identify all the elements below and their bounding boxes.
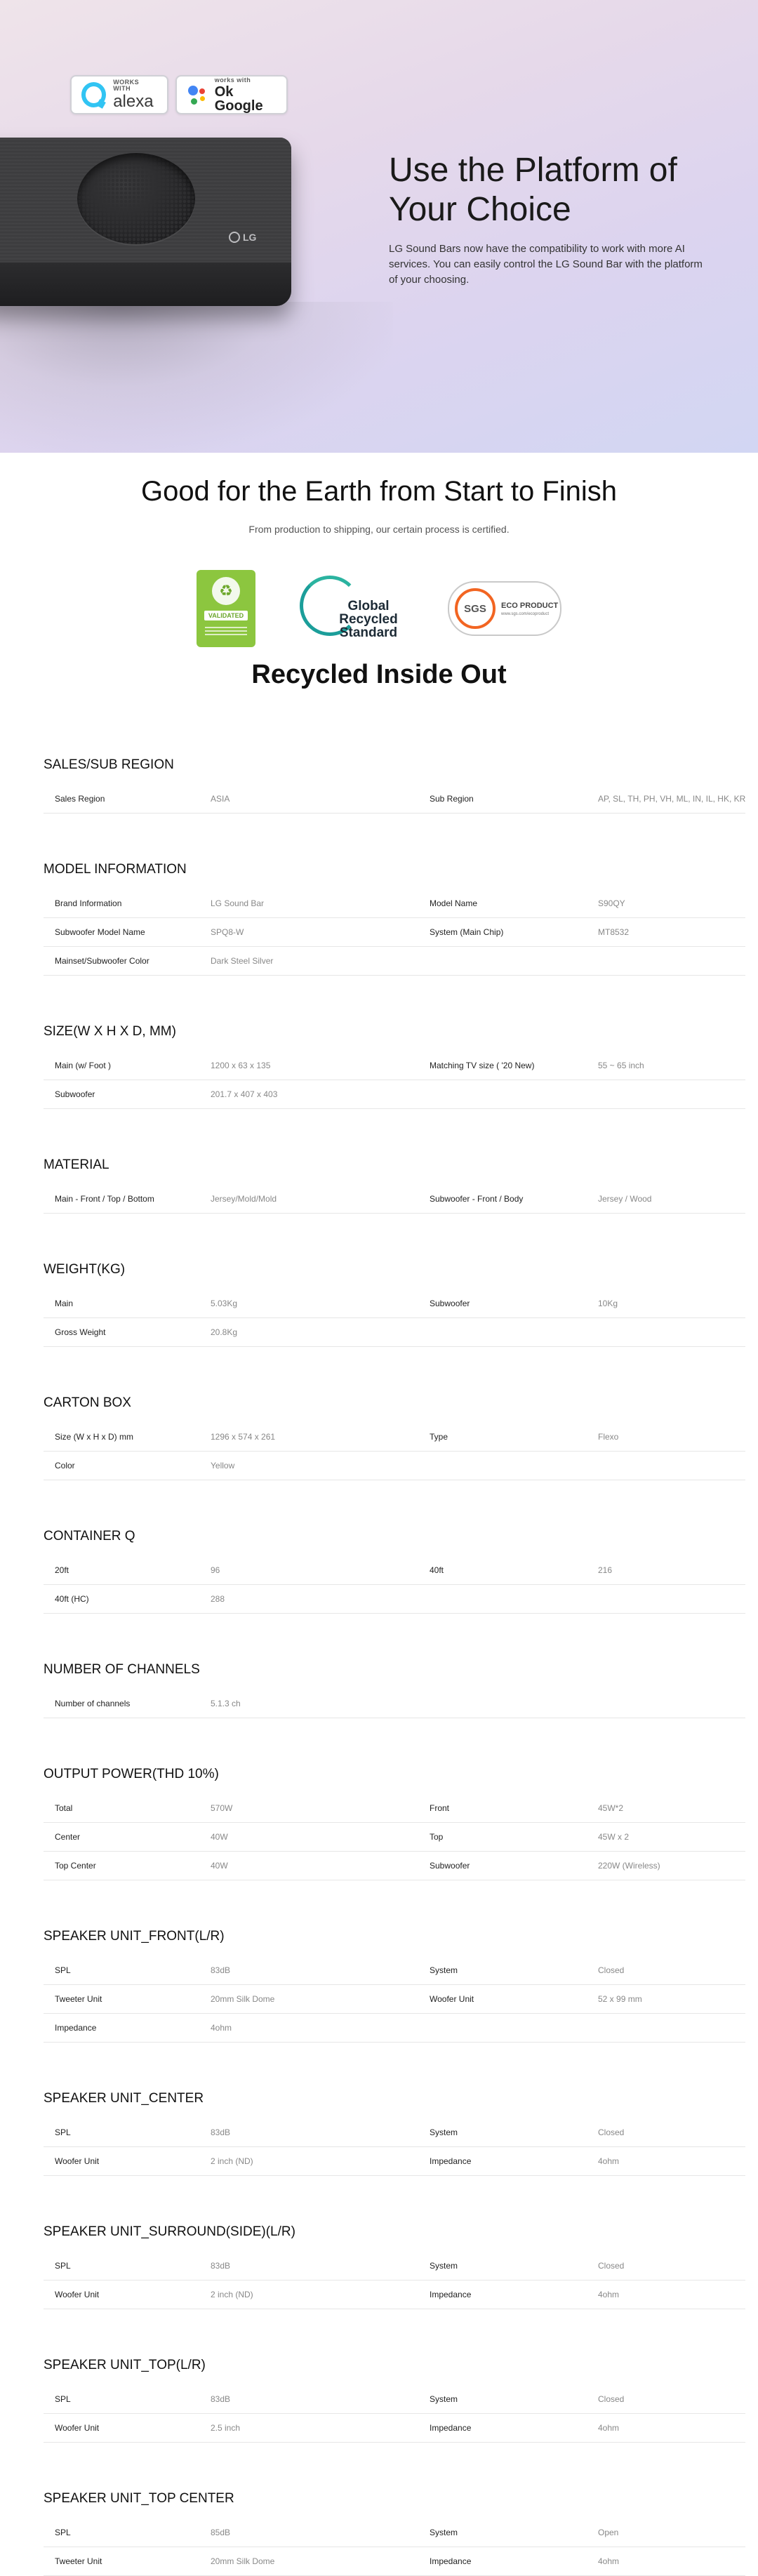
- spec-label: Impedance: [430, 2423, 472, 2433]
- spec-label: Main: [55, 1299, 74, 1308]
- spec-label: Impedance: [430, 2556, 472, 2566]
- spec-label: Front: [430, 1803, 450, 1813]
- earth-section-subtitle: From production to shipping, our certain process is certified.: [248, 524, 510, 535]
- spec-value: Closed: [598, 1965, 625, 1975]
- spec-row: [44, 2414, 745, 2443]
- spec-section: [44, 1765, 745, 1880]
- spec-label: System: [430, 2528, 458, 2537]
- spec-section-title: SPEAKER UNIT_TOP(L/R): [44, 2358, 206, 2372]
- spec-value: 4ohm: [211, 2023, 232, 2033]
- spec-label: Brand Information: [55, 898, 122, 908]
- spec-section: [44, 2356, 745, 2443]
- spec-section-title: SPEAKER UNIT_SURROUND(SIDE)(L/R): [44, 2224, 295, 2239]
- spec-value: Closed: [598, 2394, 625, 2404]
- spec-label: SPL: [55, 1965, 71, 1975]
- spec-label: Main - Front / Top / Bottom: [55, 1194, 154, 1204]
- spec-section: [44, 2222, 745, 2309]
- spec-value: 20mm Silk Dome: [211, 1994, 275, 2004]
- spec-row: [44, 1985, 745, 2014]
- spec-row: [44, 1318, 745, 1347]
- earth-section-title: Good for the Earth from Start to Finish: [140, 476, 618, 507]
- validated-label: VALIDATED: [204, 611, 248, 620]
- spec-row: [44, 1080, 745, 1109]
- spec-value: Closed: [598, 2261, 625, 2271]
- spec-section: [44, 1527, 745, 1614]
- spec-row: [44, 1423, 745, 1452]
- spec-value: 83dB: [211, 2127, 231, 2137]
- spec-value: Flexo: [598, 1432, 619, 1442]
- spec-section: [44, 2089, 745, 2176]
- spec-section-title: CONTAINER Q: [44, 1529, 135, 1543]
- spec-row: [44, 2547, 745, 2576]
- spec-label: Tweeter Unit: [55, 2556, 102, 2566]
- spec-row: [44, 1689, 745, 1718]
- spec-value: 45W x 2: [598, 1832, 630, 1842]
- spec-row: [44, 2518, 745, 2547]
- spec-label: 40ft (HC): [55, 1594, 89, 1604]
- spec-label: Woofer Unit: [430, 1994, 474, 2004]
- spec-label: Impedance: [430, 2290, 472, 2299]
- spec-label: Number of channels: [55, 1699, 131, 1708]
- works-with-alexa-badge: [70, 75, 168, 114]
- spec-row: [44, 785, 745, 814]
- soundbar-image: [0, 138, 291, 306]
- spec-value: Dark Steel Silver: [211, 956, 274, 966]
- spec-row: [44, 1585, 745, 1614]
- grs-text-line2: Standard: [339, 625, 398, 640]
- spec-label: Woofer Unit: [55, 2423, 100, 2433]
- lg-logo-icon: [229, 232, 240, 243]
- spec-value: 201.7 x 407 x 403: [211, 1089, 278, 1099]
- alexa-icon: [81, 82, 106, 107]
- spec-value: 5.03Kg: [211, 1299, 238, 1308]
- spec-row: [44, 1289, 745, 1318]
- spec-value: LG Sound Bar: [211, 898, 265, 908]
- spec-label: Gross Weight: [55, 1327, 106, 1337]
- alexa-badge-caption: WORKS WITH: [113, 79, 140, 92]
- spec-row: [44, 1185, 745, 1214]
- spec-row: [44, 1452, 745, 1480]
- spec-value: 1296 x 574 x 261: [211, 1432, 276, 1442]
- leaf-icon: ♻: [212, 577, 240, 605]
- sgs-eco-label: ECO PRODUCT: [501, 601, 559, 610]
- sgs-eco-product-logo: [448, 581, 561, 636]
- spec-label: SPL: [55, 2127, 71, 2137]
- spec-label: System: [430, 2127, 458, 2137]
- spec-label: Woofer Unit: [55, 2156, 100, 2166]
- spec-section: [44, 860, 745, 976]
- spec-label: Impedance: [55, 2023, 97, 2033]
- spec-value: S90QY: [598, 898, 625, 908]
- spec-section: [44, 1260, 745, 1347]
- works-with-google-badge: [175, 75, 288, 114]
- spec-label: Subwoofer: [55, 1089, 95, 1099]
- spec-label: Model Name: [430, 898, 478, 908]
- spec-label: Mainset/Subwoofer Color: [55, 956, 149, 966]
- spec-row: [44, 2014, 745, 2043]
- spec-section-title: MODEL INFORMATION: [44, 862, 187, 877]
- hero-banner: [0, 0, 758, 453]
- spec-label: Subwoofer - Front / Body: [430, 1194, 524, 1204]
- spec-label: Sales Region: [55, 794, 105, 804]
- hero-description: LG Sound Bars now have the compatibility to work with more AI services. You can easily control the LG Sound Bar with the platform of your choosing.: [389, 243, 703, 286]
- hero-floor-shadow: [0, 302, 393, 453]
- spec-section-title: SALES/SUB REGION: [44, 757, 174, 772]
- sgs-icon: SGS: [455, 588, 496, 629]
- spec-value: 4ohm: [598, 2556, 620, 2566]
- spec-value: 85dB: [211, 2528, 231, 2537]
- spec-table: [44, 755, 745, 2576]
- spec-value: 2 inch (ND): [211, 2156, 253, 2166]
- spec-value: Jersey / Wood: [598, 1194, 652, 1204]
- spec-value: 40W: [211, 1832, 228, 1842]
- spec-value: 96: [211, 1565, 220, 1575]
- spec-label: SPL: [55, 2261, 71, 2271]
- spec-value: 216: [598, 1565, 613, 1575]
- spec-value: Jersey/Mold/Mold: [211, 1194, 277, 1204]
- spec-section: [44, 1660, 745, 1718]
- spec-row: [44, 889, 745, 918]
- spec-label: Subwoofer: [430, 1861, 470, 1871]
- spec-label: SPL: [55, 2394, 71, 2404]
- spec-value: 4ohm: [598, 2156, 620, 2166]
- spec-row: [44, 2147, 745, 2176]
- spec-value: 2 inch (ND): [211, 2290, 253, 2299]
- spec-value: 570W: [211, 1803, 233, 1813]
- spec-value: 1200 x 63 x 135: [211, 1061, 271, 1070]
- sgs-eco-url: www.sgs.com/ecoproduct: [501, 611, 550, 616]
- spec-label: Type: [430, 1432, 448, 1442]
- spec-label: System: [430, 1965, 458, 1975]
- spec-section-title: SPEAKER UNIT_TOP CENTER: [44, 2491, 234, 2506]
- spec-value: 83dB: [211, 2261, 231, 2271]
- grs-text-line1: Global Recycled: [339, 599, 398, 627]
- spec-label: Total: [55, 1803, 73, 1813]
- spec-row: [44, 1823, 745, 1852]
- spec-section-title: OUTPUT POWER(THD 10%): [44, 1767, 219, 1781]
- hero-title: Use the Platform of Your Choice: [389, 152, 677, 228]
- spec-label: System: [430, 2261, 458, 2271]
- spec-row: [44, 918, 745, 947]
- spec-section-title: MATERIAL: [44, 1157, 109, 1172]
- spec-row: [44, 2118, 745, 2147]
- spec-label: Size (W x H x D) mm: [55, 1432, 133, 1442]
- spec-section-title: SIZE(W X H X D, MM): [44, 1024, 176, 1039]
- google-badge-caption: works with: [214, 76, 251, 84]
- spec-value: 20.8Kg: [211, 1327, 238, 1337]
- spec-value: 10Kg: [598, 1299, 618, 1308]
- spec-value: 52 x 99 mm: [598, 1994, 642, 2004]
- spec-row: [44, 1956, 745, 1985]
- spec-value: 45W*2: [598, 1803, 624, 1813]
- spec-value: 2.5 inch: [211, 2423, 241, 2433]
- spec-label: System (Main Chip): [430, 927, 504, 937]
- spec-label: Main (w/ Foot ): [55, 1061, 112, 1070]
- spec-label: Impedance: [430, 2156, 472, 2166]
- spec-section: [44, 2489, 745, 2576]
- spec-label: Color: [55, 1461, 75, 1470]
- spec-label: 40ft: [430, 1565, 444, 1575]
- google-badge-name: Ok Google: [214, 84, 263, 114]
- spec-label: Center: [55, 1832, 81, 1842]
- spec-label: System: [430, 2394, 458, 2404]
- spec-section-title: NUMBER OF CHANNELS: [44, 1662, 200, 1677]
- spec-row: [44, 1852, 745, 1880]
- spec-section-title: CARTON BOX: [44, 1395, 131, 1410]
- spec-value: MT8532: [598, 927, 630, 937]
- spec-label: Top: [430, 1832, 444, 1842]
- spec-value: AP, SL, TH, PH, VH, ML, IN, IL, HK, KR: [598, 794, 746, 804]
- validated-cert-badge: [197, 570, 255, 647]
- google-assistant-icon: [187, 83, 208, 107]
- spec-section: [44, 1022, 745, 1109]
- lg-logo-text: LG: [243, 232, 257, 243]
- spec-value: 83dB: [211, 1965, 231, 1975]
- spec-label: Top Center: [55, 1861, 96, 1871]
- spec-label: Matching TV size ( '20 New): [430, 1061, 535, 1070]
- spec-row: [44, 947, 745, 976]
- spec-section-title: SPEAKER UNIT_FRONT(L/R): [44, 1929, 225, 1944]
- spec-label: SPL: [55, 2528, 71, 2537]
- spec-row: [44, 2280, 745, 2309]
- spec-section: [44, 755, 745, 814]
- spec-row: [44, 1556, 745, 1585]
- spec-section-title: SPEAKER UNIT_CENTER: [44, 2091, 204, 2106]
- spec-value: Yellow: [211, 1461, 235, 1470]
- spec-value: 83dB: [211, 2394, 231, 2404]
- spec-label: Subwoofer: [430, 1299, 470, 1308]
- alexa-badge-name: alexa: [113, 92, 154, 111]
- spec-value: 288: [211, 1594, 225, 1604]
- spec-value: 4ohm: [598, 2423, 620, 2433]
- spec-value: 40W: [211, 1861, 228, 1871]
- spec-label: Woofer Unit: [55, 2290, 100, 2299]
- global-recycled-standard-logo: [298, 576, 418, 639]
- soundbar-woofer-grille: [77, 153, 195, 244]
- spec-section: [44, 1393, 745, 1480]
- spec-section-title: WEIGHT(KG): [44, 1262, 126, 1277]
- spec-row: [44, 1051, 745, 1080]
- spec-value: 4ohm: [598, 2290, 620, 2299]
- recycled-section-title: Recycled Inside Out: [251, 660, 507, 689]
- spec-value: 220W (Wireless): [598, 1861, 660, 1871]
- spec-row: [44, 1794, 745, 1823]
- spec-value: Open: [598, 2528, 619, 2537]
- spec-value: SPQ8-W: [211, 927, 244, 937]
- spec-row: [44, 2385, 745, 2414]
- spec-row: [44, 2252, 745, 2280]
- spec-value: 5.1.3 ch: [211, 1699, 241, 1708]
- spec-label: Sub Region: [430, 794, 474, 804]
- spec-label: Subwoofer Model Name: [55, 927, 145, 937]
- spec-value: ASIA: [211, 794, 230, 804]
- spec-section: [44, 1927, 745, 2043]
- spec-section: [44, 1155, 745, 1214]
- spec-value: Closed: [598, 2127, 625, 2137]
- lg-logo: [229, 232, 256, 243]
- spec-value: 20mm Silk Dome: [211, 2556, 275, 2566]
- spec-value: 55 ~ 65 inch: [598, 1061, 644, 1070]
- spec-label: Tweeter Unit: [55, 1994, 102, 2004]
- spec-label: 20ft: [55, 1565, 69, 1575]
